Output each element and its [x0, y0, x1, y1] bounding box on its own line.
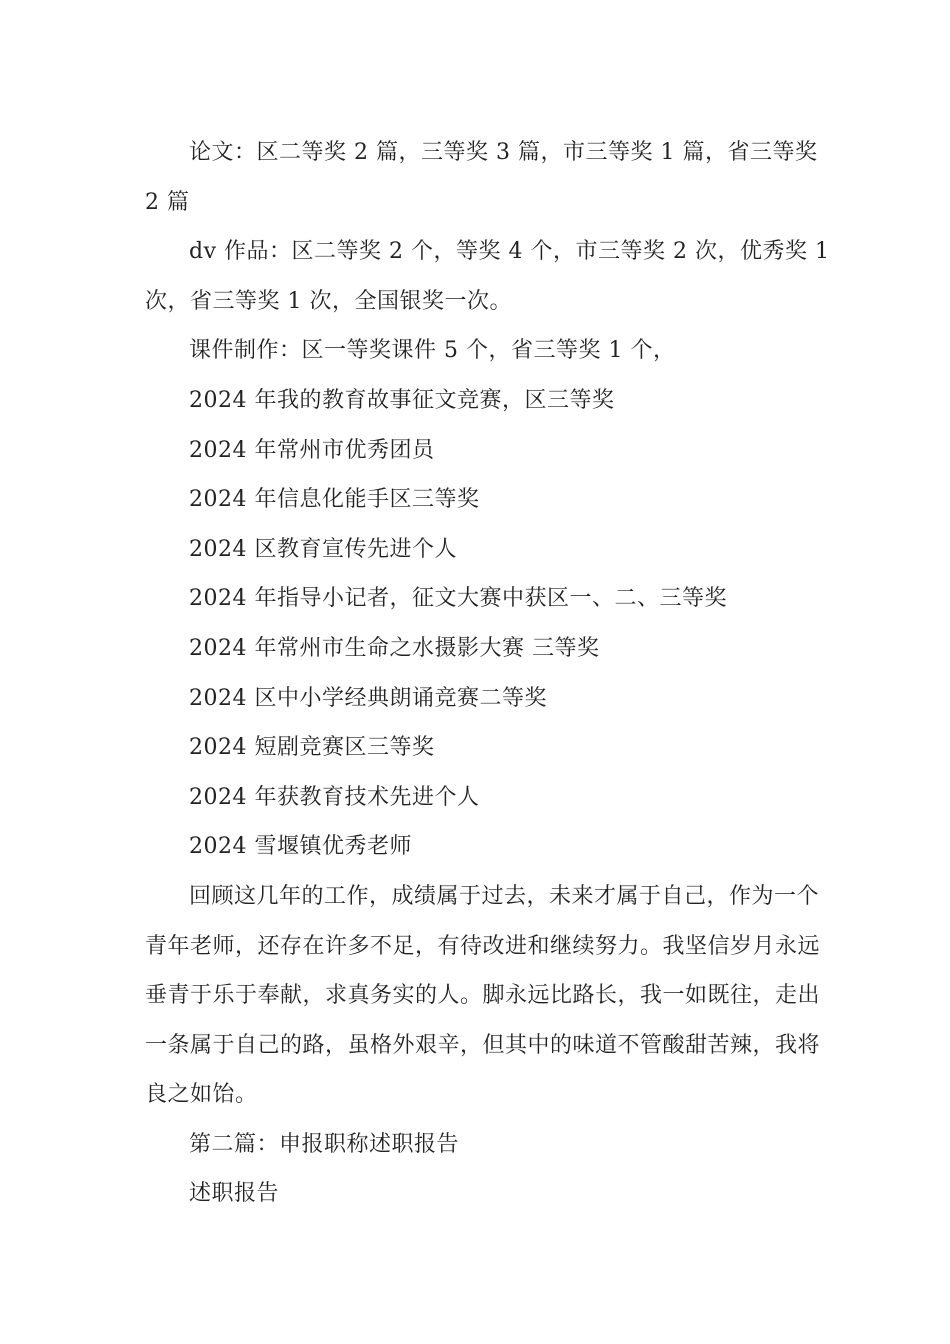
document-body	[145, 128, 835, 1219]
paragraph-award-2024-recitation: 2024 区中小学经典朗诵竞赛二等奖	[189, 685, 547, 711]
paragraph-review: 回顾这几年的工作，成绩属于过去，未来才属于自己，作为一个青年老师，还存在许多不足，有待改进和继续努力。我坚信岁月永远垂青于乐于奉献，求真务实的人。脚永远比路长，我一如既往，走出一条属于自己的路，虽格外艰辛，但其中的味道不管酸甜苦辣，我将良之如饴。	[145, 883, 821, 1108]
paragraph-award-2024-it: 2024 年信息化能手区三等奖	[189, 487, 480, 513]
paragraph-award-2024-story: 2024 年我的教育故事征文竞赛，区三等奖	[189, 387, 615, 413]
paragraph-award-2024-member: 2024 年常州市优秀团员	[189, 437, 435, 463]
paragraph-dv-awards: dv 作品：区二等奖 2 个，等奖 4 个，市三等奖 2 次，优秀奖 1 次，省三等奖 1 次，全国银奖一次。	[145, 239, 830, 314]
section-title: 第二篇：申报职称述职报告	[189, 1131, 460, 1157]
paragraph-award-2024-teacher: 2024 雪堰镇优秀老师	[189, 834, 412, 860]
paragraph-award-2024-drama: 2024 短剧竞赛区三等奖	[189, 735, 435, 761]
report-title: 述职报告	[189, 1181, 280, 1207]
paragraph-award-2024-photo: 2024 年常州市生命之水摄影大赛 三等奖	[189, 635, 600, 661]
paragraph-award-2024-publicity: 2024 区教育宣传先进个人	[189, 536, 457, 562]
paragraph-award-2024-tech: 2024 年获教育技术先进个人	[189, 784, 480, 810]
paragraph-paper-awards: 论文：区二等奖 2 篇，三等奖 3 篇，市三等奖 1 篇，省三等奖 2 篇	[145, 140, 818, 215]
paragraph-courseware-awards: 课件制作：区一等奖课件 5 个，省三等奖 1 个，	[189, 338, 676, 364]
paragraph-award-2024-journalist: 2024 年指导小记者，征文大赛中获区一、二、三等奖	[189, 586, 727, 612]
